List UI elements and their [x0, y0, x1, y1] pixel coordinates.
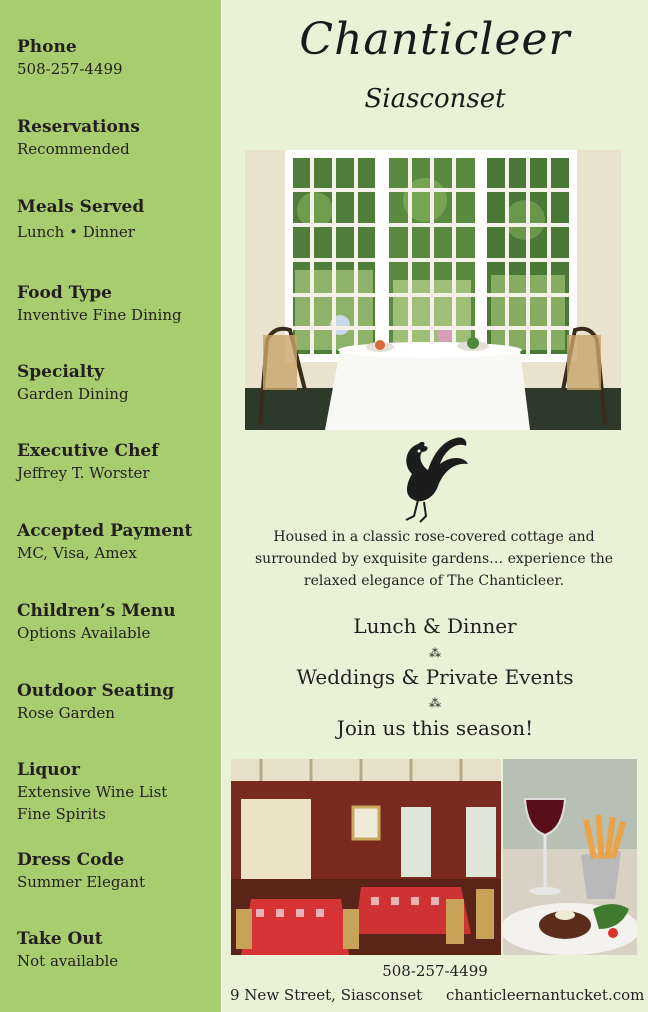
info-food-type — [17, 282, 217, 326]
description-text: Housed in a classic rose-covered cottage and surrounded by exquisite gardens… experience the relaxed elegance of The Chanticleer. — [255, 529, 613, 589]
info-dress-code — [17, 849, 217, 893]
footer-address: 9 New Street, Siasconset — [230, 986, 423, 1004]
ornament-icon: ⁂ — [429, 696, 441, 710]
info-value: Summer Elegant — [17, 873, 146, 891]
info-value: Options Available — [17, 624, 151, 642]
info-value: Recommended — [17, 140, 130, 158]
info-outdoor-seating — [17, 680, 217, 724]
info-value: Inventive Fine Dining — [17, 306, 182, 324]
garden-window-photo — [245, 150, 621, 430]
info-label: Specialty — [17, 362, 104, 382]
info-value: Fine Spirits — [17, 805, 106, 823]
info-reservations — [17, 116, 217, 160]
wine-steak-photo — [503, 759, 637, 955]
info-phone — [17, 36, 217, 80]
website-link[interactable]: chanticleernantucket.com — [446, 986, 645, 1004]
info-label: Executive Chef — [17, 441, 159, 461]
info-label: Children’s Menu — [17, 601, 176, 621]
info-value: 508-257-4499 — [17, 60, 123, 78]
info-label: Liquor — [17, 760, 80, 780]
info-chef — [17, 440, 217, 484]
dining-room-photo — [231, 759, 501, 955]
restaurant-title: Chanticleer — [299, 14, 571, 65]
info-value: Garden Dining — [17, 385, 129, 403]
info-label: Take Out — [17, 929, 103, 949]
ornament-icon: ⁂ — [429, 646, 441, 660]
info-value: Extensive Wine List — [17, 783, 168, 801]
info-label: Outdoor Seating — [17, 681, 175, 701]
offer-join-season: Join us this season! — [336, 716, 534, 740]
info-meals — [17, 196, 217, 243]
info-sidebar — [0, 0, 221, 1012]
info-value: Not available — [17, 952, 119, 970]
info-label: Food Type — [17, 283, 112, 303]
info-value: Lunch • Dinner — [17, 223, 135, 241]
offer-lunch-dinner: Lunch & Dinner — [353, 614, 517, 638]
info-value: Rose Garden — [17, 704, 115, 722]
info-childrens-menu — [17, 600, 217, 644]
rooster-logo — [392, 434, 472, 528]
info-payment — [17, 520, 217, 564]
restaurant-location: Siasconset — [364, 84, 506, 114]
offer-weddings-events: Weddings & Private Events — [296, 665, 574, 689]
info-value: Jeffrey T. Worster — [17, 464, 150, 482]
info-liquor — [17, 759, 217, 825]
info-value: MC, Visa, Amex — [17, 544, 137, 562]
info-take-out — [17, 928, 217, 972]
info-label: Dress Code — [17, 850, 125, 870]
info-label: Phone — [17, 37, 77, 57]
info-label: Accepted Payment — [17, 521, 193, 541]
info-specialty — [17, 361, 217, 405]
info-label: Meals Served — [17, 197, 145, 217]
info-label: Reservations — [17, 117, 140, 137]
footer-phone: 508-257-4499 — [382, 962, 488, 980]
